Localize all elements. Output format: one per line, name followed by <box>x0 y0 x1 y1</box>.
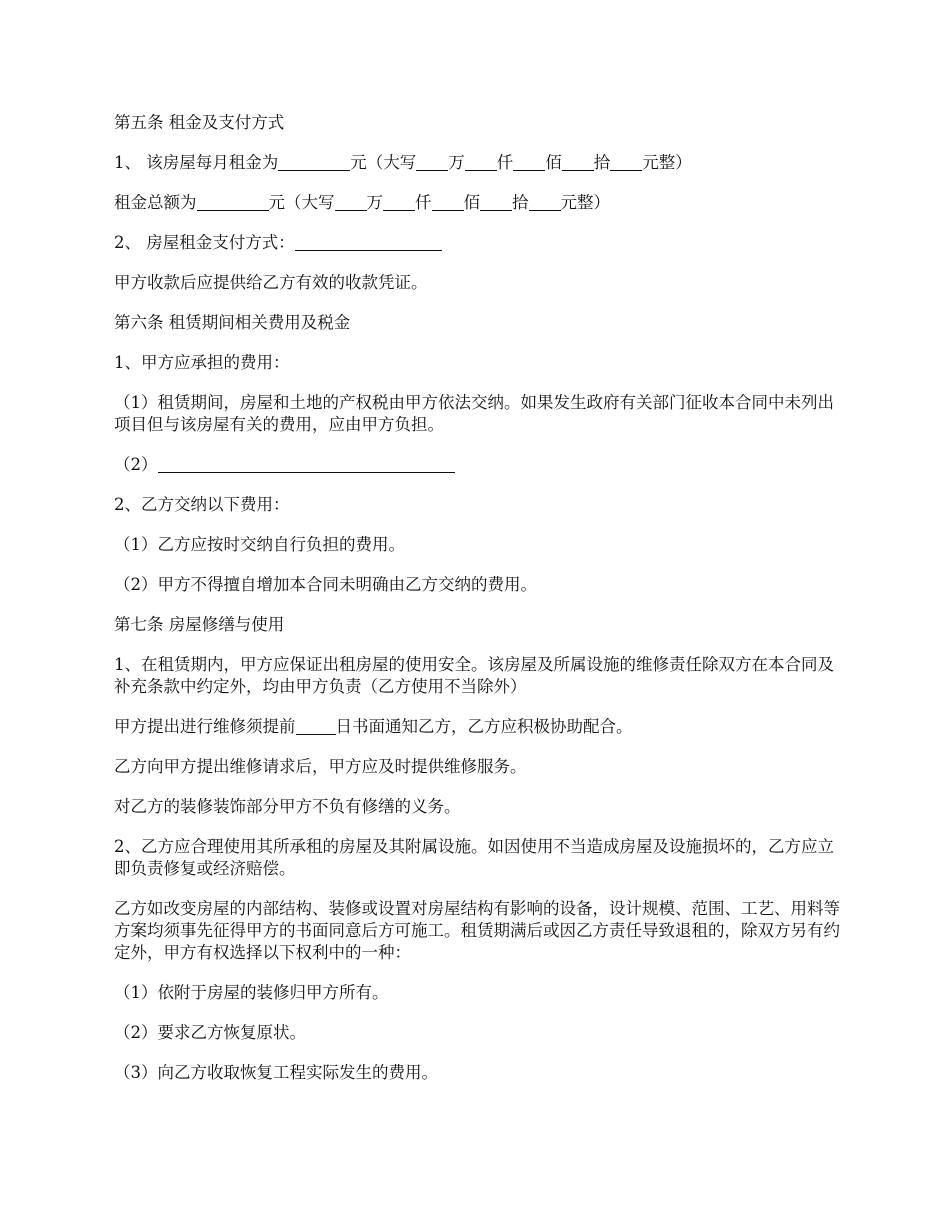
qian-text: 仟 <box>415 193 432 212</box>
zheng-text: 元整） <box>642 153 692 172</box>
notice-suffix: 日书面通知乙方，乙方应积极协助配合。 <box>335 717 633 736</box>
shi-blank[interactable] <box>480 192 512 211</box>
wan-text: 万 <box>448 153 465 172</box>
bai-text: 佰 <box>463 193 480 212</box>
bai-blank[interactable] <box>432 192 464 211</box>
yuan-blank[interactable] <box>529 192 561 211</box>
receipt-line: 甲方收款后应提供给乙方有效的收款凭证。 <box>114 273 428 292</box>
bai-text: 佰 <box>545 153 562 172</box>
document-body <box>114 112 844 1102</box>
total-rent-line <box>114 192 844 214</box>
monthly-rent-blank[interactable] <box>278 152 350 171</box>
option-1: （1）依附于房屋的装修归甲方所有。 <box>114 983 389 1002</box>
repair-notice-line <box>114 716 844 738</box>
article6-title: 第六条 租赁期间相关费用及税金 <box>114 313 351 332</box>
yuan-text: 元（大写 <box>268 193 335 212</box>
party-b-fees-heading: 2、乙方交纳以下费用： <box>114 495 290 514</box>
article7-title: 第七条 房屋修缮与使用 <box>114 615 285 634</box>
zheng-text: 元整） <box>560 193 610 212</box>
party-b-fee-item-1: （1）乙方应按时交纳自行负担的费用。 <box>114 535 405 554</box>
total-prefix: 租金总额为 <box>114 193 197 212</box>
payment-label: 2、 房屋租金支付方式： <box>114 233 295 252</box>
yuan-text: 元（大写 <box>350 153 417 172</box>
total-rent-blank[interactable] <box>197 192 269 211</box>
party-a-fee-blank[interactable] <box>158 454 455 473</box>
repair-clause-1: 1、在租赁期内，甲方应保证出租房屋的使用安全。该房屋及所属设施的维修责任除双方在本合同及补充条款中约定外，均由甲方负责（乙方使用不当除外） <box>114 655 834 696</box>
party-a-fees-heading: 1、甲方应承担的费用： <box>114 353 290 372</box>
shi-blank[interactable] <box>562 152 594 171</box>
wan-text: 万 <box>366 193 383 212</box>
payment-method-blank[interactable] <box>295 232 442 251</box>
shi-text: 拾 <box>593 153 611 172</box>
party-b-fee-item-2: （2）甲方不得擅自增加本合同未明确由乙方交纳的费用。 <box>114 575 537 594</box>
bai-blank[interactable] <box>513 152 545 171</box>
payment-method-line <box>114 232 844 254</box>
wan-blank[interactable] <box>335 192 367 211</box>
monthly-rent-line <box>114 152 844 174</box>
party-a-fee-item-1: （1）租赁期间，房屋和土地的产权税由甲方依法交纳。如果发生政府有关部门征收本合同中未列出项目但与该房屋有关的费用，应由甲方负担。 <box>114 393 834 434</box>
repair-clause-2: 2、乙方应合理使用其所承租的房屋及其附属设施。如因使用不当造成房屋及设施损坏的，乙方应立即负责修复或经济赔偿。 <box>114 837 834 878</box>
option-2: （2）要求乙方恢复原状。 <box>114 1023 306 1042</box>
wan-blank[interactable] <box>416 152 448 171</box>
item-2-label: （2） <box>114 455 158 474</box>
rent-prefix: 1、 该房屋每月租金为 <box>114 153 279 172</box>
party-a-fee-item-2 <box>114 454 844 476</box>
yuan-blank[interactable] <box>610 152 642 171</box>
alteration-paragraph: 乙方如改变房屋的内部结构、装修或设置对房屋结构有影响的设备，设计规模、范围、工艺、用料等方案均须事先征得甲方的书面同意后方可施工。租赁期满后或因乙方责任导致退租的，除双方另有约定外，甲方有权选择以下权利中的一种： <box>114 899 840 962</box>
notice-prefix: 甲方提出进行维修须提前 <box>114 717 296 736</box>
qian-blank[interactable] <box>383 192 415 211</box>
decoration-line: 对乙方的装修装饰部分甲方不负有修缮的义务。 <box>114 797 461 816</box>
shi-text: 拾 <box>512 193 529 212</box>
notice-days-blank[interactable] <box>296 716 336 735</box>
qian-text: 仟 <box>496 153 514 172</box>
repair-service-line: 乙方向甲方提出维修请求后，甲方应及时提供维修服务。 <box>114 757 527 776</box>
article5-title: 第五条 租金及支付方式 <box>114 113 285 132</box>
qian-blank[interactable] <box>465 152 497 171</box>
option-3: （3）向乙方收取恢复工程实际发生的费用。 <box>114 1063 438 1082</box>
